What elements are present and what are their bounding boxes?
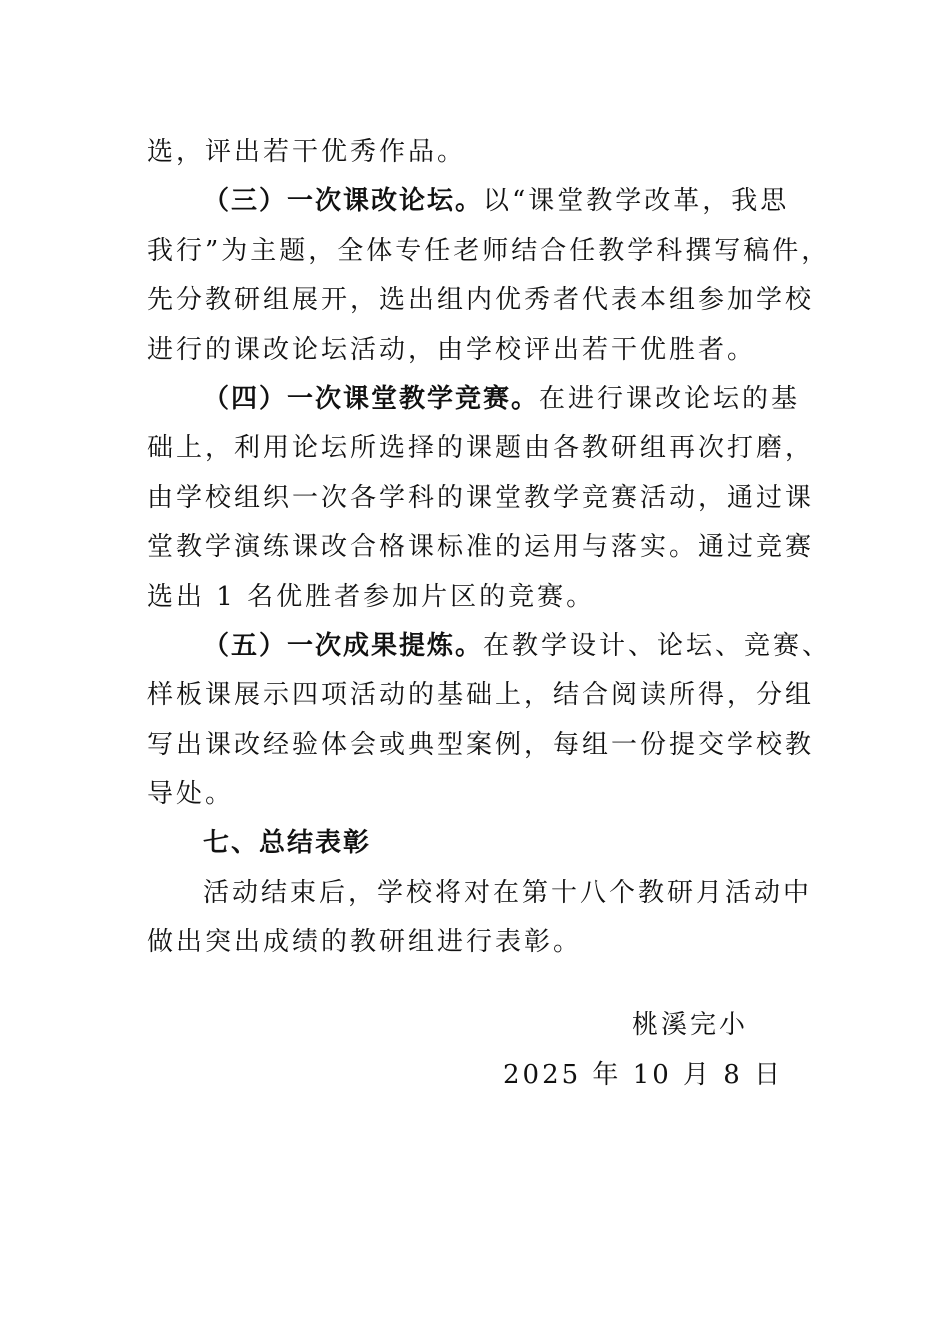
paragraph-line: 础上，利用论坛所选择的课题由各教研组再次打磨，	[147, 433, 815, 464]
paragraph-selection-result	[147, 128, 823, 177]
document-body	[147, 128, 832, 968]
paragraph-commendation	[147, 869, 823, 968]
paragraph-line: 由学校组织一次各学科的课堂教学竞赛活动，通过课	[147, 482, 815, 513]
paragraph-teaching-competition	[147, 375, 823, 622]
paragraph-line: 选出 1 名优胜者参加片区的竞赛。	[147, 581, 596, 612]
paragraph-first-line	[147, 622, 832, 671]
paragraph-line: 先分教研组展开，选出组内优秀者代表本组参加学校	[147, 285, 815, 316]
paragraph-line: 活动结束后，学校将对在第十八个教研月活动中	[203, 877, 813, 908]
paragraph-line: 进行的课改论坛活动，由学校评出若干优胜者。	[147, 334, 757, 365]
paragraph-line: 在教学设计、论坛、竞赛、	[483, 630, 832, 661]
section-summary-commendation	[147, 819, 823, 868]
signature-organization: 桃溪完小	[632, 1010, 749, 1040]
subheading-forum: （三）一次课改论坛。	[203, 186, 484, 217]
paragraph-line: 在进行课改论坛的基	[539, 383, 801, 414]
paragraph-first-line	[147, 177, 823, 226]
paragraph-line: 我行”为主题，全体专任老师结合任教学科撰写稿件，	[147, 235, 831, 266]
paragraph-results-refinement	[147, 622, 832, 820]
paragraph-first-line	[147, 375, 823, 424]
paragraph-line: 样板课展示四项活动的基础上，结合阅读所得，分组	[147, 680, 815, 711]
paragraph-line: 导处。	[147, 779, 235, 810]
subheading-results: （五）一次成果提炼。	[203, 630, 484, 661]
paragraph-line: 以“课堂教学改革，我思	[483, 186, 790, 217]
paragraph-line: 做出突出成绩的教研组进行表彰。	[147, 927, 583, 958]
signature-date: 2025 年 10 月 8 日	[503, 1060, 784, 1090]
paragraph-curriculum-forum	[147, 177, 831, 375]
paragraph-line: 选，评出若干优秀作品。	[147, 137, 467, 167]
section-heading: 七、总结表彰	[203, 828, 372, 859]
subheading-competition: （四）一次课堂教学竞赛。	[203, 383, 540, 414]
paragraph-line: 堂教学演练课改合格课标准的运用与落实。通过竞赛	[147, 532, 815, 563]
paragraph-line: 写出课改经验体会或典型案例，每组一份提交学校教	[147, 729, 815, 760]
